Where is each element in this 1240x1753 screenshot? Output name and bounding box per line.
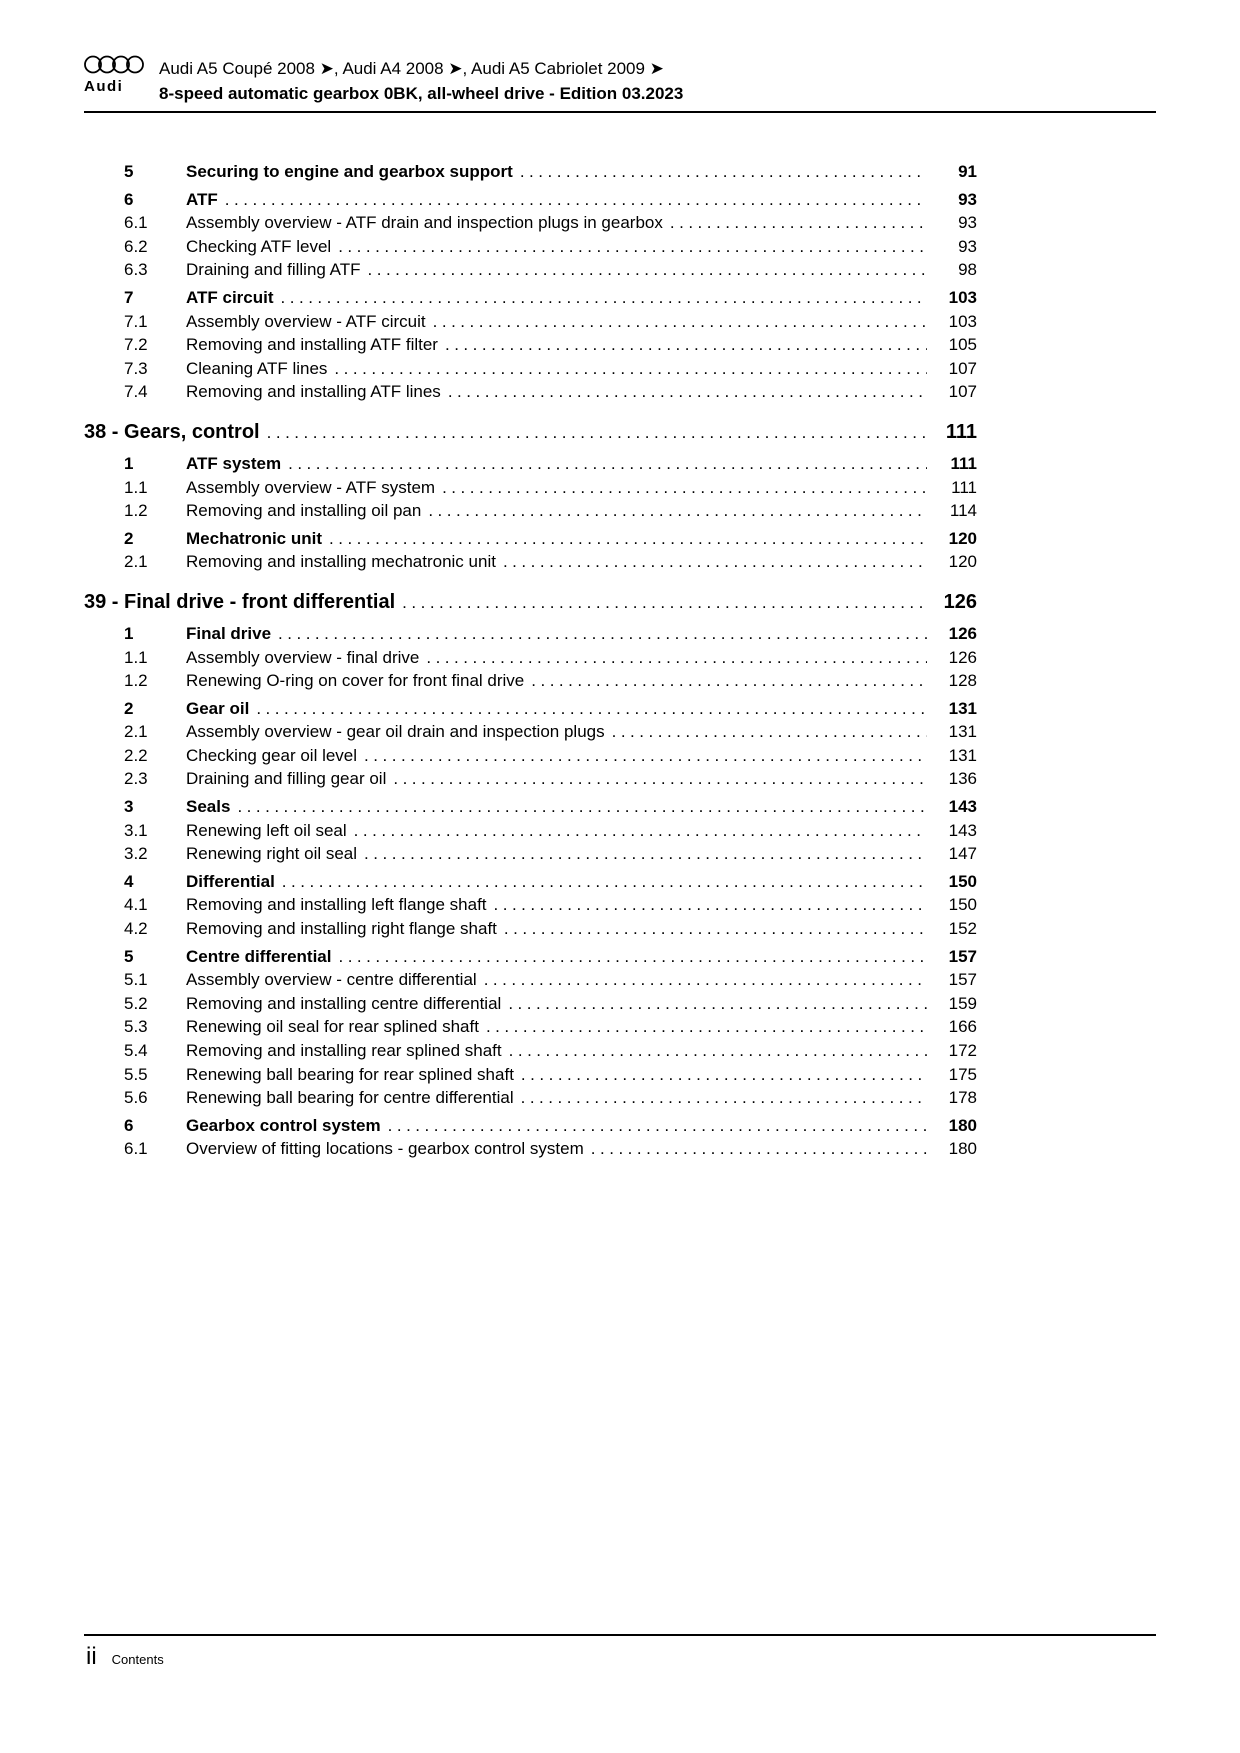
toc-entry-page: 131 xyxy=(948,745,977,765)
toc-entry-number: 5.6 xyxy=(124,1088,148,1108)
dot-leader xyxy=(442,476,927,500)
toc-row xyxy=(84,992,977,1016)
toc-entry-number: 2 xyxy=(124,528,134,548)
toc-entry-title: Gearbox control system xyxy=(186,1115,381,1135)
toc-entry-title: Checking gear oil level xyxy=(186,745,358,765)
toc-entry-page: 120 xyxy=(948,552,977,572)
toc-row xyxy=(84,357,977,381)
toc-entry-page: 107 xyxy=(948,382,977,402)
toc-entry-page: 111 xyxy=(945,420,977,443)
dot-leader xyxy=(368,258,928,282)
toc-entry-title: Draining and filling ATF xyxy=(186,260,361,280)
toc-entry-number: 5.2 xyxy=(124,993,148,1013)
dot-leader xyxy=(393,767,927,791)
toc-row xyxy=(84,744,977,768)
toc-entry-number: 7.4 xyxy=(124,382,148,402)
toc-row xyxy=(84,211,977,235)
toc-row xyxy=(84,258,977,282)
toc-entry-number: 6 xyxy=(124,1115,134,1135)
toc-entry-title: Overview of fitting locations - gearbox control system xyxy=(186,1139,584,1159)
toc-entry-page: 126 xyxy=(943,590,977,613)
toc-row xyxy=(84,945,977,969)
toc-entry-number: 7.2 xyxy=(124,335,148,355)
dot-leader xyxy=(329,527,927,551)
dot-leader xyxy=(521,1063,927,1087)
toc-row xyxy=(84,767,977,791)
toc-row xyxy=(84,188,977,212)
toc-entry-title: Renewing ball bearing for centre differential xyxy=(186,1088,514,1108)
toc-entry-page: 105 xyxy=(948,335,977,355)
dot-leader xyxy=(278,622,927,646)
toc-row xyxy=(84,1137,977,1161)
toc-entry-title: Renewing ball bearing for rear splined shaft xyxy=(186,1064,514,1084)
dot-leader xyxy=(428,499,927,523)
toc-entry-title: Assembly overview - centre differential xyxy=(186,970,477,990)
toc-entry-number: 3 xyxy=(124,797,134,817)
toc-entry-number: 3.2 xyxy=(124,844,148,864)
toc-entry-page: 111 xyxy=(951,477,977,497)
toc-row xyxy=(84,286,977,310)
toc-row xyxy=(84,380,977,404)
toc-entry-page: 143 xyxy=(948,820,977,840)
toc-entry-number: 5 xyxy=(124,162,134,181)
toc-entry-title: Draining and filling gear oil xyxy=(186,769,387,789)
toc-row xyxy=(84,310,977,334)
toc-entry-title: ATF xyxy=(186,189,218,209)
dot-leader xyxy=(364,744,927,768)
header-models-line: Audi A5 Coupé 2008 ➤, Audi A4 2008 ➤, Audi A5 Cabriolet 2009 ➤ xyxy=(159,59,664,78)
dot-leader xyxy=(338,235,927,259)
dot-leader xyxy=(670,211,927,235)
dot-leader xyxy=(288,452,927,476)
dot-leader xyxy=(426,646,927,670)
toc-entry-page: 180 xyxy=(948,1139,977,1159)
toc-entry-page: 91 xyxy=(958,162,977,181)
toc-entry-number: 7.3 xyxy=(124,358,148,378)
toc-entry-number: 2.1 xyxy=(124,552,148,572)
toc-entry-page: 111 xyxy=(950,453,977,473)
toc-entry-title: Assembly overview - final drive xyxy=(186,647,420,667)
toc-entry-title: Renewing left oil seal xyxy=(186,820,347,840)
toc-entry-page: 150 xyxy=(948,871,977,891)
dot-leader xyxy=(531,669,927,693)
toc-entry-number: 1 xyxy=(124,623,134,643)
toc-entry-number: 2 xyxy=(124,698,134,718)
toc-entry-page: 150 xyxy=(948,895,977,915)
toc-entry-number: 6.1 xyxy=(124,1139,148,1159)
dot-leader xyxy=(520,160,927,184)
toc-row xyxy=(84,160,977,184)
dot-leader xyxy=(486,1015,927,1039)
dot-leader xyxy=(448,380,927,404)
toc-entry-number: 1.2 xyxy=(124,671,148,691)
toc-entry-page: 136 xyxy=(948,769,977,789)
page-footer xyxy=(84,1634,1156,1671)
toc-row xyxy=(84,1114,977,1138)
toc-entry-page: 93 xyxy=(958,236,977,256)
toc-entry-number: 4.1 xyxy=(124,895,148,915)
header-edition-line: 8-speed automatic gearbox 0BK, all-wheel drive - Edition 03.2023 xyxy=(159,84,684,103)
toc-entry-page: 103 xyxy=(948,311,977,331)
toc-entry-title: Assembly overview - ATF circuit xyxy=(186,311,426,331)
dot-leader xyxy=(504,917,927,941)
toc-entry-number: 7 xyxy=(124,287,134,307)
toc-entry-page: 98 xyxy=(958,260,977,280)
toc-row xyxy=(84,795,977,819)
toc-row xyxy=(84,1063,977,1087)
toc-entry-page: 178 xyxy=(948,1088,977,1108)
dot-leader xyxy=(521,1086,927,1110)
toc-entry-title: Removing and installing right flange shaft xyxy=(186,919,497,939)
toc-entry-title: Assembly overview - ATF drain and inspection plugs in gearbox xyxy=(186,213,663,233)
toc-entry-page: 114 xyxy=(949,501,977,521)
toc-entry-title: Renewing right oil seal xyxy=(186,844,358,864)
toc-row xyxy=(84,697,977,721)
toc-entry-number: 6.3 xyxy=(124,260,148,280)
audi-rings-icon xyxy=(84,54,146,75)
toc-entry-number: 4 xyxy=(124,871,134,891)
dot-leader xyxy=(281,286,927,310)
toc-entry-title: Securing to engine and gearbox support xyxy=(186,162,513,181)
toc-entry-number: 5.5 xyxy=(124,1064,148,1084)
toc-entry-page: 103 xyxy=(948,287,977,307)
dot-leader xyxy=(256,697,927,721)
toc-entry-title: Removing and installing ATF filter xyxy=(186,335,438,355)
toc-entry-number: 4.2 xyxy=(124,919,148,939)
toc-entry-number: 5.3 xyxy=(124,1017,148,1037)
toc-row xyxy=(84,499,977,523)
audi-brand-text: Audi xyxy=(84,78,124,95)
toc-entry-page: 107 xyxy=(948,358,977,378)
toc-entry-page: 147 xyxy=(948,844,977,864)
toc xyxy=(84,156,977,1161)
dot-leader xyxy=(509,1039,927,1063)
toc-entry-page: 175 xyxy=(948,1064,977,1084)
toc-row xyxy=(84,333,977,357)
toc-row xyxy=(84,669,977,693)
toc-entry-title: Seals xyxy=(186,797,231,817)
toc-row xyxy=(84,1086,977,1110)
toc-entry-title: ATF circuit xyxy=(186,287,274,307)
toc-entry-page: 131 xyxy=(948,722,977,742)
toc-entry-number: 6 xyxy=(124,189,134,209)
footer-page-number: ii xyxy=(86,1643,97,1670)
toc-entry-page: 172 xyxy=(948,1041,977,1060)
toc-entry-number: 1.2 xyxy=(124,501,148,521)
dot-leader xyxy=(267,418,927,448)
toc-row xyxy=(84,235,977,259)
toc-row xyxy=(84,550,977,574)
toc-row xyxy=(84,417,977,448)
dot-leader xyxy=(334,357,927,381)
toc-entry-title: Renewing oil seal for rear splined shaft xyxy=(186,1017,479,1037)
toc-entry-number: 6.2 xyxy=(124,236,148,256)
toc-entry-title: Removing and installing rear splined shaft xyxy=(186,1041,502,1060)
dot-leader xyxy=(503,550,927,574)
toc-entry-number: 2.2 xyxy=(124,745,148,765)
page-header xyxy=(84,54,1156,113)
toc-entry-title: Removing and installing oil pan xyxy=(186,501,422,521)
toc-entry-title: Centre differential xyxy=(186,946,332,966)
dot-leader xyxy=(282,870,927,894)
dot-leader xyxy=(364,842,927,866)
toc-entry-title: 38 - Gears, control xyxy=(84,420,260,443)
toc-entry-page: 157 xyxy=(948,946,977,966)
toc-entry-page: 120 xyxy=(948,528,977,548)
toc-row xyxy=(84,968,977,992)
header-divider xyxy=(84,111,1156,113)
toc-entry-title: ATF system xyxy=(186,453,282,473)
toc-entry-number: 1.1 xyxy=(124,647,148,667)
toc-entry-title: Gear oil xyxy=(186,698,250,718)
toc-entry-page: 159 xyxy=(948,993,977,1013)
toc-row xyxy=(84,587,977,618)
toc-entry-number: 6.1 xyxy=(124,213,148,233)
toc-row xyxy=(84,842,977,866)
toc-row xyxy=(84,720,977,744)
toc-row xyxy=(84,622,977,646)
dot-leader xyxy=(445,333,927,357)
toc-entry-title: Differential xyxy=(186,871,275,891)
toc-row xyxy=(84,476,977,500)
toc-entry-number: 1 xyxy=(124,453,134,473)
toc-entry-page: 143 xyxy=(948,797,977,817)
toc-row xyxy=(84,1039,977,1063)
dot-leader xyxy=(237,795,927,819)
dot-leader xyxy=(612,720,927,744)
dot-leader xyxy=(591,1137,927,1161)
toc-entry-number: 2.3 xyxy=(124,769,148,789)
toc-entry-title: Removing and installing mechatronic unit xyxy=(186,552,496,572)
toc-entry-number: 5.4 xyxy=(124,1041,148,1060)
footer-contents-label: Contents xyxy=(111,1652,164,1667)
dot-leader xyxy=(484,968,927,992)
toc-entry-page: 126 xyxy=(948,647,977,667)
toc-row xyxy=(84,1015,977,1039)
dot-leader xyxy=(402,588,927,618)
toc-entry-number: 3.1 xyxy=(124,820,148,840)
toc-entry-page: 180 xyxy=(948,1115,977,1135)
toc-row xyxy=(84,527,977,551)
toc-entry-page: 166 xyxy=(948,1017,977,1037)
toc-entry-title: Mechatronic unit xyxy=(186,528,323,548)
toc-entry-page: 126 xyxy=(948,623,977,643)
toc-row xyxy=(84,819,977,843)
toc-entry-number: 2.1 xyxy=(124,722,148,742)
footer-divider xyxy=(84,1634,1156,1636)
toc-entry-title: Removing and installing ATF lines xyxy=(186,382,441,402)
toc-entry-page: 128 xyxy=(948,671,977,691)
audi-logo xyxy=(84,54,146,95)
dot-leader xyxy=(508,992,927,1016)
toc-entry-title: Removing and installing centre differential xyxy=(186,993,502,1013)
dot-leader xyxy=(388,1114,927,1138)
toc-entry-page: 157 xyxy=(948,970,977,990)
dot-leader xyxy=(494,893,927,917)
toc-entry-title: Assembly overview - gear oil drain and inspection plugs xyxy=(186,722,605,742)
toc-entry-page: 131 xyxy=(948,698,977,718)
dot-leader xyxy=(354,819,927,843)
toc-row xyxy=(84,646,977,670)
toc-entry-number: 1.1 xyxy=(124,477,148,497)
dot-leader xyxy=(225,188,927,212)
toc-entry-title: Removing and installing left flange shaft xyxy=(186,895,487,915)
toc-entry-title: 39 - Final drive - front differential xyxy=(84,590,396,613)
toc-row xyxy=(84,893,977,917)
toc-row xyxy=(84,870,977,894)
dot-leader xyxy=(338,945,927,969)
toc-entry-page: 152 xyxy=(948,919,977,939)
dot-leader xyxy=(433,310,927,334)
toc-entry-page: 93 xyxy=(958,213,977,233)
toc-row xyxy=(84,452,977,476)
toc-entry-title: Renewing O-ring on cover for front final drive xyxy=(186,671,525,691)
toc-entry-title: Assembly overview - ATF system xyxy=(186,477,436,497)
toc-entry-page: 93 xyxy=(958,189,977,209)
toc-entry-number: 5.1 xyxy=(124,970,148,990)
toc-entry-title: Checking ATF level xyxy=(186,236,332,256)
toc-row xyxy=(84,917,977,941)
toc-entry-title: Cleaning ATF lines xyxy=(186,358,328,378)
toc-entry-number: 7.1 xyxy=(124,311,148,331)
toc-entry-title: Final drive xyxy=(186,623,272,643)
toc-entry-number: 5 xyxy=(124,946,134,966)
